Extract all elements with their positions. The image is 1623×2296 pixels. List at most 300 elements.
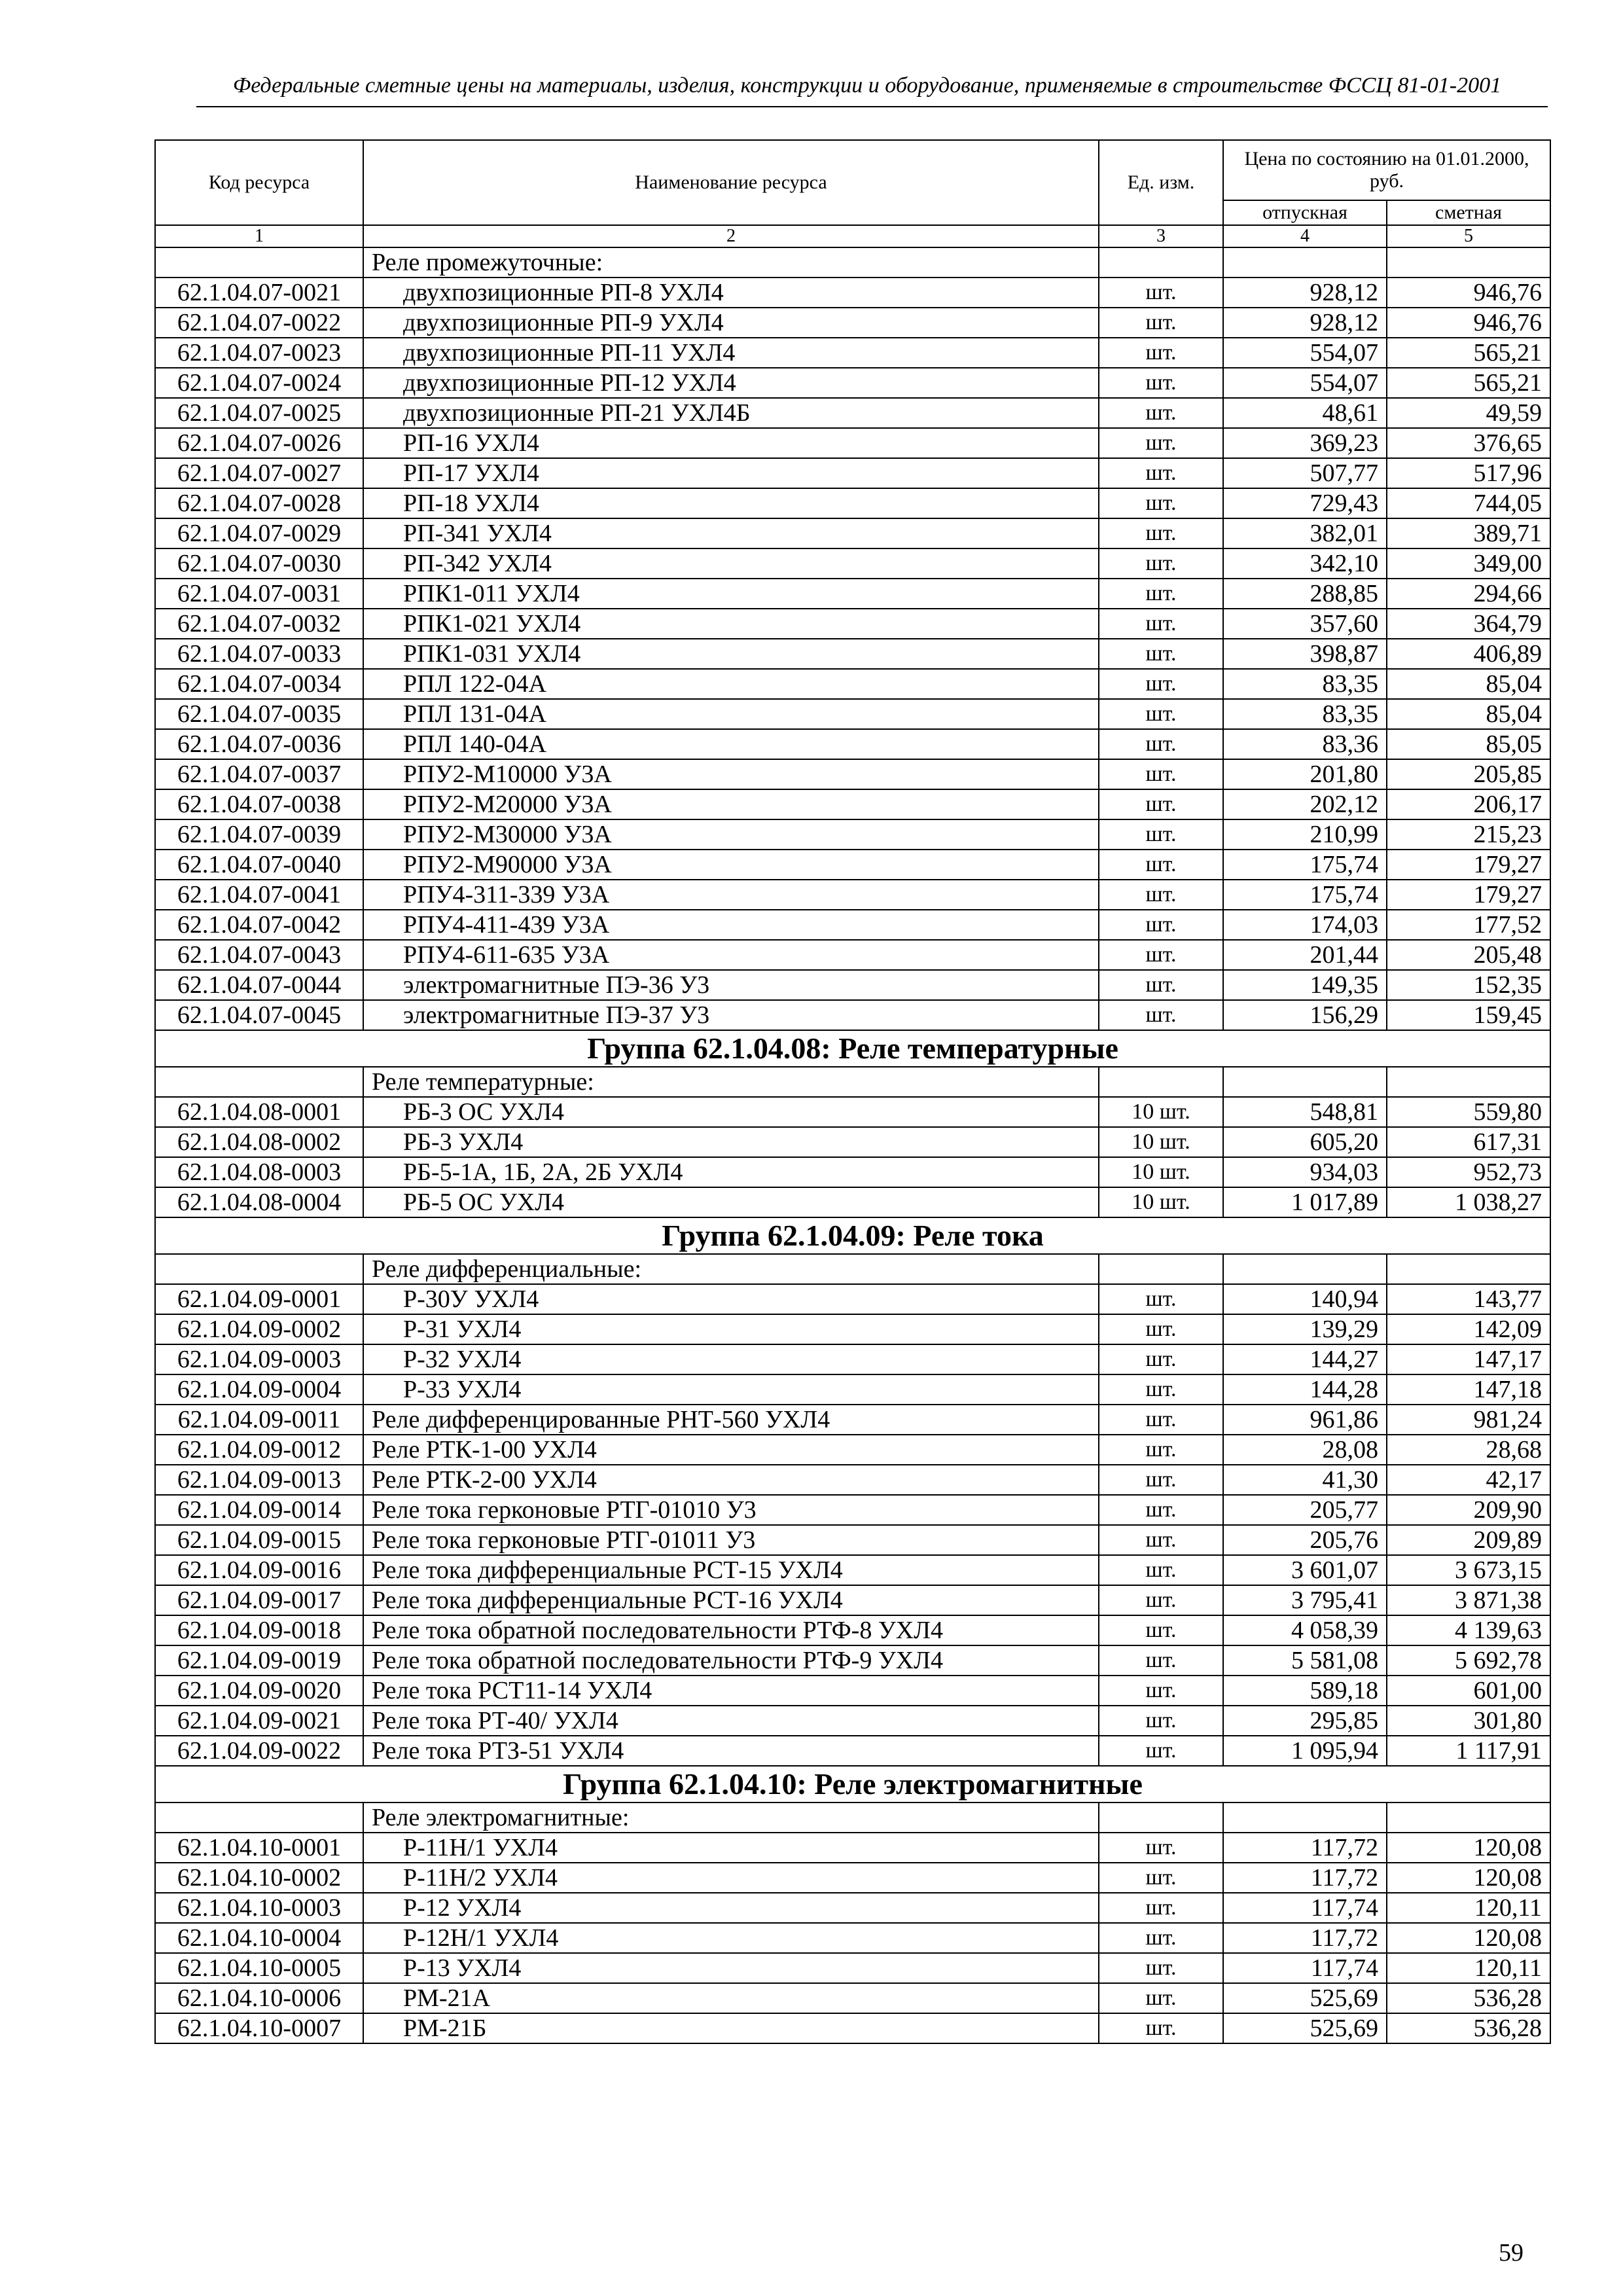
section-empty-cell <box>1223 1803 1387 1833</box>
estimate-price: 946,76 <box>1387 278 1550 308</box>
table-header-row <box>155 140 1550 200</box>
resource-name: Р-12Н/1 УХЛ4 <box>363 1923 1099 1953</box>
section-label: Реле температурные: <box>363 1067 1099 1097</box>
table-row <box>155 940 1550 970</box>
resource-name: Р-32 УХЛ4 <box>363 1344 1099 1374</box>
release-price: 117,72 <box>1223 1863 1387 1893</box>
resource-name: РПУ2-М30000 У3А <box>363 819 1099 850</box>
unit-of-measure: шт. <box>1099 518 1223 548</box>
release-price: 507,77 <box>1223 458 1387 488</box>
release-price: 201,80 <box>1223 759 1387 789</box>
resource-code: 62.1.04.09-0015 <box>155 1525 363 1555</box>
resource-name: РП-16 УХЛ4 <box>363 428 1099 458</box>
section-empty-cell <box>155 1254 363 1284</box>
unit-of-measure: шт. <box>1099 880 1223 910</box>
resource-name: Р-31 УХЛ4 <box>363 1314 1099 1344</box>
release-price: 288,85 <box>1223 579 1387 609</box>
unit-of-measure: шт. <box>1099 940 1223 970</box>
resource-name: двухпозиционные РП-9 УХЛ4 <box>363 308 1099 338</box>
resource-name: РПУ2-М10000 У3А <box>363 759 1099 789</box>
resource-code: 62.1.04.10-0003 <box>155 1893 363 1923</box>
resource-code: 62.1.04.07-0031 <box>155 579 363 609</box>
estimate-price: 536,28 <box>1387 2013 1550 2043</box>
estimate-price: 85,05 <box>1387 729 1550 759</box>
unit-of-measure: шт. <box>1099 1495 1223 1525</box>
resource-code: 62.1.04.09-0002 <box>155 1314 363 1344</box>
estimate-price: 42,17 <box>1387 1465 1550 1495</box>
estimate-price: 517,96 <box>1387 458 1550 488</box>
column-number: 3 <box>1099 225 1223 247</box>
section-empty-cell <box>1223 1067 1387 1097</box>
release-price: 156,29 <box>1223 1000 1387 1030</box>
estimate-price: 28,68 <box>1387 1435 1550 1465</box>
resource-code: 62.1.04.09-0012 <box>155 1435 363 1465</box>
resource-name: электромагнитные ПЭ-36 У3 <box>363 970 1099 1000</box>
table-row <box>155 1615 1550 1645</box>
table-row <box>155 428 1550 458</box>
resource-code: 62.1.04.07-0045 <box>155 1000 363 1030</box>
section-empty-cell <box>1099 1254 1223 1284</box>
unit-of-measure: шт. <box>1099 729 1223 759</box>
table-row <box>155 1495 1550 1525</box>
unit-of-measure: шт. <box>1099 1465 1223 1495</box>
release-price: 144,28 <box>1223 1374 1387 1405</box>
unit-of-measure: шт. <box>1099 428 1223 458</box>
table-row <box>155 1405 1550 1435</box>
release-price: 144,27 <box>1223 1344 1387 1374</box>
estimate-price: 215,23 <box>1387 819 1550 850</box>
resource-name: РМ-21Б <box>363 2013 1099 2043</box>
resource-code: 62.1.04.10-0006 <box>155 1983 363 2013</box>
unit-of-measure: шт. <box>1099 609 1223 639</box>
table-row <box>155 2013 1550 2043</box>
resource-code: 62.1.04.07-0040 <box>155 850 363 880</box>
estimate-price: 294,66 <box>1387 579 1550 609</box>
resource-code: 62.1.04.09-0017 <box>155 1585 363 1615</box>
estimate-price: 5 692,78 <box>1387 1645 1550 1676</box>
release-price: 117,72 <box>1223 1833 1387 1863</box>
resource-code: 62.1.04.08-0004 <box>155 1187 363 1217</box>
release-price: 961,86 <box>1223 1405 1387 1435</box>
unit-of-measure: шт. <box>1099 2013 1223 2043</box>
unit-of-measure: шт. <box>1099 1923 1223 1953</box>
unit-of-measure: шт. <box>1099 1405 1223 1435</box>
resource-name: РПУ4-611-635 У3А <box>363 940 1099 970</box>
resource-code: 62.1.04.07-0034 <box>155 669 363 699</box>
unit-of-measure: шт. <box>1099 1555 1223 1585</box>
column-header-estimate: сметная <box>1387 200 1550 225</box>
estimate-price: 376,65 <box>1387 428 1550 458</box>
table-row <box>155 759 1550 789</box>
table-row <box>155 789 1550 819</box>
release-price: 554,07 <box>1223 368 1387 398</box>
unit-of-measure: шт. <box>1099 850 1223 880</box>
table-row <box>155 880 1550 910</box>
unit-of-measure: шт. <box>1099 1284 1223 1314</box>
release-price: 605,20 <box>1223 1127 1387 1157</box>
release-price: 357,60 <box>1223 609 1387 639</box>
unit-of-measure: шт. <box>1099 1736 1223 1766</box>
release-price: 3 795,41 <box>1223 1585 1387 1615</box>
resource-code: 62.1.04.10-0002 <box>155 1863 363 1893</box>
resource-name: Реле тока РТ-40/ УХЛ4 <box>363 1706 1099 1736</box>
unit-of-measure: 10 шт. <box>1099 1097 1223 1127</box>
resource-name: РПЛ 140-04А <box>363 729 1099 759</box>
release-price: 117,72 <box>1223 1923 1387 1953</box>
release-price: 140,94 <box>1223 1284 1387 1314</box>
price-table-body <box>155 140 1550 2043</box>
table-row <box>155 278 1550 308</box>
estimate-price: 601,00 <box>1387 1676 1550 1706</box>
release-price: 83,35 <box>1223 699 1387 729</box>
section-empty-cell <box>1387 1254 1550 1284</box>
table-row <box>155 1585 1550 1615</box>
table-row <box>155 1374 1550 1405</box>
resource-code: 62.1.04.07-0044 <box>155 970 363 1000</box>
estimate-price: 946,76 <box>1387 308 1550 338</box>
section-empty-cell <box>1223 1254 1387 1284</box>
estimate-price: 85,04 <box>1387 669 1550 699</box>
release-price: 934,03 <box>1223 1157 1387 1187</box>
table-row <box>155 699 1550 729</box>
resource-code: 62.1.04.07-0028 <box>155 488 363 518</box>
estimate-price: 389,71 <box>1387 518 1550 548</box>
estimate-price: 209,89 <box>1387 1525 1550 1555</box>
resource-name: Реле тока обратной последовательности РТФ-8 УХЛ4 <box>363 1615 1099 1645</box>
estimate-price: 152,35 <box>1387 970 1550 1000</box>
estimate-price: 536,28 <box>1387 1983 1550 2013</box>
resource-name: Р-11Н/1 УХЛ4 <box>363 1833 1099 1863</box>
resource-name: РБ-3 УХЛ4 <box>363 1127 1099 1157</box>
resource-name: Реле тока герконовые РТГ-01011 У3 <box>363 1525 1099 1555</box>
estimate-price: 120,11 <box>1387 1953 1550 1983</box>
unit-of-measure: 10 шт. <box>1099 1157 1223 1187</box>
unit-of-measure: шт. <box>1099 548 1223 579</box>
estimate-price: 159,45 <box>1387 1000 1550 1030</box>
unit-of-measure: шт. <box>1099 398 1223 428</box>
estimate-price: 179,27 <box>1387 850 1550 880</box>
section-empty-cell <box>1387 1803 1550 1833</box>
release-price: 928,12 <box>1223 308 1387 338</box>
table-row <box>155 1863 1550 1893</box>
page-number: 59 <box>1499 2239 1524 2267</box>
unit-of-measure: шт. <box>1099 1374 1223 1405</box>
estimate-price: 952,73 <box>1387 1157 1550 1187</box>
section-empty-cell <box>1099 247 1223 278</box>
estimate-price: 179,27 <box>1387 880 1550 910</box>
resource-code: 62.1.04.07-0029 <box>155 518 363 548</box>
release-price: 48,61 <box>1223 398 1387 428</box>
resource-name: Реле дифференцированные РНТ-560 УХЛ4 <box>363 1405 1099 1435</box>
table-row <box>155 819 1550 850</box>
column-number: 1 <box>155 225 363 247</box>
table-row <box>155 1127 1550 1157</box>
column-number-row <box>155 225 1550 247</box>
resource-name: РПУ4-311-339 У3А <box>363 880 1099 910</box>
section-row <box>155 1254 1550 1284</box>
column-header-release: отпускная <box>1223 200 1387 225</box>
estimate-price: 147,18 <box>1387 1374 1550 1405</box>
group-title: Группа 62.1.04.08: Реле температурные <box>155 1030 1550 1067</box>
section-label: Реле электромагнитные: <box>363 1803 1099 1833</box>
table-row <box>155 1187 1550 1217</box>
resource-name: РПУ2-М20000 У3А <box>363 789 1099 819</box>
resource-code: 62.1.04.07-0039 <box>155 819 363 850</box>
estimate-price: 143,77 <box>1387 1284 1550 1314</box>
resource-code: 62.1.04.09-0004 <box>155 1374 363 1405</box>
table-row <box>155 1435 1550 1465</box>
column-header-code: Код ресурса <box>155 140 363 225</box>
section-label: Реле промежуточные: <box>363 247 1099 278</box>
section-empty-cell <box>155 247 363 278</box>
resource-name: Реле РТК-1-00 УХЛ4 <box>363 1435 1099 1465</box>
unit-of-measure: шт. <box>1099 338 1223 368</box>
release-price: 1 017,89 <box>1223 1187 1387 1217</box>
resource-code: 62.1.04.07-0032 <box>155 609 363 639</box>
estimate-price: 3 673,15 <box>1387 1555 1550 1585</box>
resource-name: Реле тока обратной последовательности РТФ-9 УХЛ4 <box>363 1645 1099 1676</box>
estimate-price: 364,79 <box>1387 609 1550 639</box>
release-price: 205,77 <box>1223 1495 1387 1525</box>
resource-code: 62.1.04.10-0004 <box>155 1923 363 1953</box>
table-row <box>155 639 1550 669</box>
release-price: 83,35 <box>1223 669 1387 699</box>
table-row <box>155 1465 1550 1495</box>
estimate-price: 177,52 <box>1387 910 1550 940</box>
resource-name: двухпозиционные РП-8 УХЛ4 <box>363 278 1099 308</box>
estimate-price: 406,89 <box>1387 639 1550 669</box>
release-price: 382,01 <box>1223 518 1387 548</box>
resource-code: 62.1.04.09-0019 <box>155 1645 363 1676</box>
resource-code: 62.1.04.07-0035 <box>155 699 363 729</box>
resource-name: Реле тока РТЗ-51 УХЛ4 <box>363 1736 1099 1766</box>
resource-code: 62.1.04.09-0014 <box>155 1495 363 1525</box>
section-empty-cell <box>1099 1067 1223 1097</box>
resource-code: 62.1.04.07-0023 <box>155 338 363 368</box>
resource-name: Р-13 УХЛ4 <box>363 1953 1099 1983</box>
release-price: 729,43 <box>1223 488 1387 518</box>
resource-code: 62.1.04.09-0018 <box>155 1615 363 1645</box>
table-row <box>155 548 1550 579</box>
resource-code: 62.1.04.09-0013 <box>155 1465 363 1495</box>
release-price: 295,85 <box>1223 1706 1387 1736</box>
estimate-price: 3 871,38 <box>1387 1585 1550 1615</box>
release-price: 174,03 <box>1223 910 1387 940</box>
resource-name: двухпозиционные РП-12 УХЛ4 <box>363 368 1099 398</box>
resource-code: 62.1.04.09-0003 <box>155 1344 363 1374</box>
estimate-price: 981,24 <box>1387 1405 1550 1435</box>
release-price: 117,74 <box>1223 1953 1387 1983</box>
resource-code: 62.1.04.07-0022 <box>155 308 363 338</box>
unit-of-measure: шт. <box>1099 1615 1223 1645</box>
release-price: 175,74 <box>1223 880 1387 910</box>
resource-name: РП-341 УХЛ4 <box>363 518 1099 548</box>
release-price: 205,76 <box>1223 1525 1387 1555</box>
section-row <box>155 247 1550 278</box>
section-empty-cell <box>155 1803 363 1833</box>
unit-of-measure: шт. <box>1099 579 1223 609</box>
table-row <box>155 910 1550 940</box>
resource-name: РП-17 УХЛ4 <box>363 458 1099 488</box>
resource-code: 62.1.04.10-0001 <box>155 1833 363 1863</box>
resource-code: 62.1.04.08-0003 <box>155 1157 363 1187</box>
resource-name: Р-30У УХЛ4 <box>363 1284 1099 1314</box>
resource-code: 62.1.04.09-0021 <box>155 1706 363 1736</box>
section-row <box>155 1803 1550 1833</box>
unit-of-measure: шт. <box>1099 1953 1223 1983</box>
release-price: 202,12 <box>1223 789 1387 819</box>
estimate-price: 349,00 <box>1387 548 1550 579</box>
estimate-price: 4 139,63 <box>1387 1615 1550 1645</box>
resource-code: 62.1.04.09-0020 <box>155 1676 363 1706</box>
resource-name: Реле тока РСТ11-14 УХЛ4 <box>363 1676 1099 1706</box>
column-number: 2 <box>363 225 1099 247</box>
unit-of-measure: шт. <box>1099 669 1223 699</box>
estimate-price: 205,48 <box>1387 940 1550 970</box>
estimate-price: 1 038,27 <box>1387 1187 1550 1217</box>
unit-of-measure: шт. <box>1099 759 1223 789</box>
resource-name: РП-342 УХЛ4 <box>363 548 1099 579</box>
resource-code: 62.1.04.07-0037 <box>155 759 363 789</box>
table-row <box>155 1157 1550 1187</box>
resource-name: Реле тока дифференциальные РСТ-15 УХЛ4 <box>363 1555 1099 1585</box>
table-row <box>155 579 1550 609</box>
table-row <box>155 1555 1550 1585</box>
section-label: Реле дифференциальные: <box>363 1254 1099 1284</box>
release-price: 210,99 <box>1223 819 1387 850</box>
section-empty-cell <box>1387 247 1550 278</box>
table-row <box>155 1893 1550 1923</box>
estimate-price: 85,04 <box>1387 699 1550 729</box>
table-row <box>155 850 1550 880</box>
table-row <box>155 1344 1550 1374</box>
estimate-price: 559,80 <box>1387 1097 1550 1127</box>
group-header-row <box>155 1030 1550 1067</box>
resource-name: Р-33 УХЛ4 <box>363 1374 1099 1405</box>
group-title: Группа 62.1.04.10: Реле электромагнитные <box>155 1766 1550 1803</box>
release-price: 41,30 <box>1223 1465 1387 1495</box>
table-row <box>155 338 1550 368</box>
resource-name: РБ-5 ОС УХЛ4 <box>363 1187 1099 1217</box>
release-price: 525,69 <box>1223 2013 1387 2043</box>
unit-of-measure: шт. <box>1099 1863 1223 1893</box>
table-row <box>155 609 1550 639</box>
table-row <box>155 1983 1550 2013</box>
release-price: 4 058,39 <box>1223 1615 1387 1645</box>
resource-name: Р-12 УХЛ4 <box>363 1893 1099 1923</box>
column-header-price: Цена по состоянию на 01.01.2000, руб. <box>1223 140 1550 200</box>
resource-code: 62.1.04.10-0007 <box>155 2013 363 2043</box>
resource-name: РПУ4-411-439 У3А <box>363 910 1099 940</box>
table-row <box>155 1525 1550 1555</box>
release-price: 589,18 <box>1223 1676 1387 1706</box>
release-price: 525,69 <box>1223 1983 1387 2013</box>
table-row <box>155 1706 1550 1736</box>
release-price: 83,36 <box>1223 729 1387 759</box>
table-row <box>155 1676 1550 1706</box>
unit-of-measure: шт. <box>1099 1645 1223 1676</box>
resource-code: 62.1.04.07-0036 <box>155 729 363 759</box>
resource-code: 62.1.04.08-0001 <box>155 1097 363 1127</box>
section-empty-cell <box>155 1067 363 1097</box>
table-row <box>155 1645 1550 1676</box>
resource-name: Р-11Н/2 УХЛ4 <box>363 1863 1099 1893</box>
unit-of-measure: шт. <box>1099 1833 1223 1863</box>
resource-code: 62.1.04.07-0043 <box>155 940 363 970</box>
release-price: 398,87 <box>1223 639 1387 669</box>
section-empty-cell <box>1387 1067 1550 1097</box>
release-price: 3 601,07 <box>1223 1555 1387 1585</box>
resource-name: РПУ2-М90000 У3А <box>363 850 1099 880</box>
release-price: 548,81 <box>1223 1097 1387 1127</box>
resource-name: Реле тока герконовые РТГ-01010 У3 <box>363 1495 1099 1525</box>
estimate-price: 205,85 <box>1387 759 1550 789</box>
table-row <box>155 398 1550 428</box>
estimate-price: 120,11 <box>1387 1893 1550 1923</box>
resource-name: РБ-3 ОС УХЛ4 <box>363 1097 1099 1127</box>
resource-code: 62.1.04.07-0038 <box>155 789 363 819</box>
resource-name: Реле РТК-2-00 УХЛ4 <box>363 1465 1099 1495</box>
resource-name: РПЛ 131-04А <box>363 699 1099 729</box>
resource-code: 62.1.04.07-0033 <box>155 639 363 669</box>
table-row <box>155 1097 1550 1127</box>
unit-of-measure: шт. <box>1099 1344 1223 1374</box>
column-header-name: Наименование ресурса <box>363 140 1099 225</box>
resource-name: РМ-21А <box>363 1983 1099 2013</box>
estimate-price: 209,90 <box>1387 1495 1550 1525</box>
estimate-price: 120,08 <box>1387 1833 1550 1863</box>
table-row <box>155 1953 1550 1983</box>
unit-of-measure: шт. <box>1099 488 1223 518</box>
resource-code: 62.1.04.07-0026 <box>155 428 363 458</box>
unit-of-measure: шт. <box>1099 910 1223 940</box>
unit-of-measure: шт. <box>1099 278 1223 308</box>
estimate-price: 120,08 <box>1387 1923 1550 1953</box>
unit-of-measure: шт. <box>1099 1435 1223 1465</box>
estimate-price: 565,21 <box>1387 368 1550 398</box>
table-row <box>155 1833 1550 1863</box>
header-divider <box>196 106 1548 107</box>
resource-code: 62.1.04.07-0021 <box>155 278 363 308</box>
resource-name: РП-18 УХЛ4 <box>363 488 1099 518</box>
release-price: 117,74 <box>1223 1893 1387 1923</box>
table-row <box>155 669 1550 699</box>
unit-of-measure: шт. <box>1099 1676 1223 1706</box>
unit-of-measure: шт. <box>1099 1706 1223 1736</box>
table-row <box>155 518 1550 548</box>
unit-of-measure: шт. <box>1099 699 1223 729</box>
resource-name: Реле тока дифференциальные РСТ-16 УХЛ4 <box>363 1585 1099 1615</box>
table-row <box>155 488 1550 518</box>
estimate-price: 301,80 <box>1387 1706 1550 1736</box>
unit-of-measure: шт. <box>1099 970 1223 1000</box>
resource-code: 62.1.04.07-0027 <box>155 458 363 488</box>
resource-code: 62.1.04.09-0016 <box>155 1555 363 1585</box>
resource-name: двухпозиционные РП-11 УХЛ4 <box>363 338 1099 368</box>
release-price: 1 095,94 <box>1223 1736 1387 1766</box>
unit-of-measure: шт. <box>1099 368 1223 398</box>
unit-of-measure: шт. <box>1099 1893 1223 1923</box>
column-number: 4 <box>1223 225 1387 247</box>
estimate-price: 617,31 <box>1387 1127 1550 1157</box>
section-row <box>155 1067 1550 1097</box>
release-price: 369,23 <box>1223 428 1387 458</box>
resource-name: РПК1-031 УХЛ4 <box>363 639 1099 669</box>
resource-code: 62.1.04.07-0042 <box>155 910 363 940</box>
unit-of-measure: шт. <box>1099 1585 1223 1615</box>
estimate-price: 1 117,91 <box>1387 1736 1550 1766</box>
table-row <box>155 458 1550 488</box>
